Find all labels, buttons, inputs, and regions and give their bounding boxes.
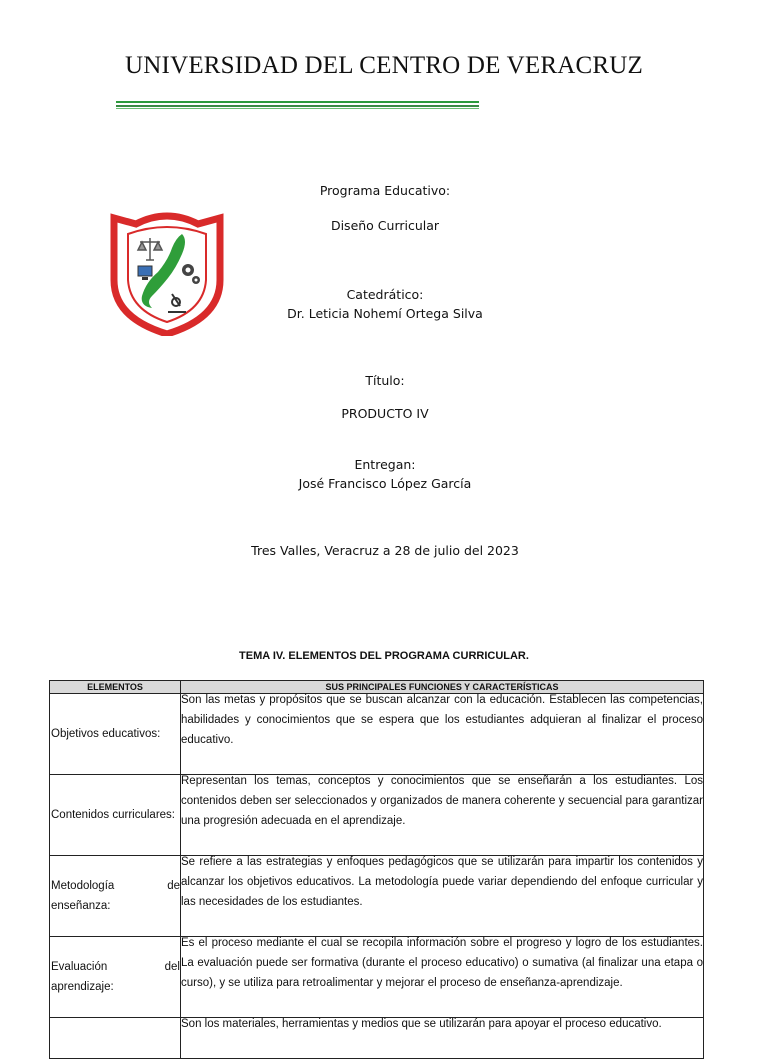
university-title: UNIVERSIDAD DEL CENTRO DE VERACRUZ bbox=[125, 52, 643, 79]
table-row bbox=[50, 775, 704, 856]
header-rule bbox=[116, 105, 479, 107]
element-text-line: Metodología de bbox=[51, 880, 180, 892]
table-row bbox=[50, 856, 704, 937]
description-cell bbox=[181, 856, 704, 937]
element-cell bbox=[50, 856, 181, 937]
program-label: Programa Educativo: bbox=[319, 183, 451, 198]
table-row bbox=[50, 937, 704, 1018]
description-text: Es el proceso mediante el cual se recopila información sobre el progreso y logro de los estudiantes. La evaluación puede ser formativa (durante el proceso educativo) o sumativa (al finalizar una etapa o curso), y se utiliza para retroalimentar y mejorar el proceso de enseñanza-aprendizaje. bbox=[181, 937, 703, 989]
description-cell bbox=[181, 937, 704, 1018]
delivered-label: Entregan: bbox=[354, 457, 416, 472]
element-cell: Objetivos educativos: bbox=[50, 694, 181, 775]
title-value: PRODUCTO IV bbox=[341, 406, 429, 421]
element-text-line: Evaluación del bbox=[51, 961, 180, 973]
title-label: Título: bbox=[365, 373, 405, 388]
teacher-label: Catedrático: bbox=[346, 287, 424, 302]
description-text: Son las metas y propósitos que se buscan alcanzar con la educación. Establecen las competencias, habilidades y conocimientos que se espera que los estudiantes adquieran al finalizar el proceso educativo. bbox=[181, 694, 703, 746]
place-date: Tres Valles, Veracruz a 28 de julio del 2023 bbox=[251, 543, 519, 558]
element-text-line: aprendizaje: bbox=[51, 981, 114, 993]
program-value: Diseño Curricular bbox=[330, 218, 440, 233]
description-text: Representan los temas, conceptos y conocimientos que se enseñarán a los estudiantes. Los contenidos deben ser seleccionados y organizados de manera coherente y secuencial para garantizar una progresión adecuada en el aprendizaje. bbox=[181, 775, 703, 827]
header-elements: ELEMENTOS bbox=[50, 681, 181, 694]
section-heading: TEMA IV. ELEMENTOS DEL PROGRAMA CURRICULAR. bbox=[239, 650, 529, 662]
element-cell: Contenidos curriculares: bbox=[50, 775, 181, 856]
description-cell bbox=[181, 775, 704, 856]
table-row bbox=[50, 694, 704, 775]
delivered-name: José Francisco López García bbox=[298, 476, 472, 491]
description-text: Son los materiales, herramientas y medios que se utilizarán para apoyar el proceso educativo. bbox=[181, 1018, 662, 1030]
description-cell bbox=[181, 694, 704, 775]
teacher-name: Dr. Leticia Nohemí Ortega Silva bbox=[287, 306, 483, 321]
header-rule bbox=[116, 108, 479, 109]
element-cell bbox=[50, 937, 181, 1018]
description-text: Se refiere a las estrategias y enfoques pedagógicos que se utilizarán para impartir los contenidos y alcanzar los objetivos educativos. La metodología puede variar dependiendo del enfoque curricular y las necesidades de los estudiantes. bbox=[181, 856, 703, 908]
elements-table bbox=[49, 680, 704, 1059]
header-functions: SUS PRINCIPALES FUNCIONES Y CARACTERÍSTICAS bbox=[181, 681, 704, 694]
header-rule bbox=[116, 101, 479, 103]
element-text-line: enseñanza: bbox=[51, 900, 111, 912]
university-shield-logo-icon bbox=[106, 210, 228, 336]
